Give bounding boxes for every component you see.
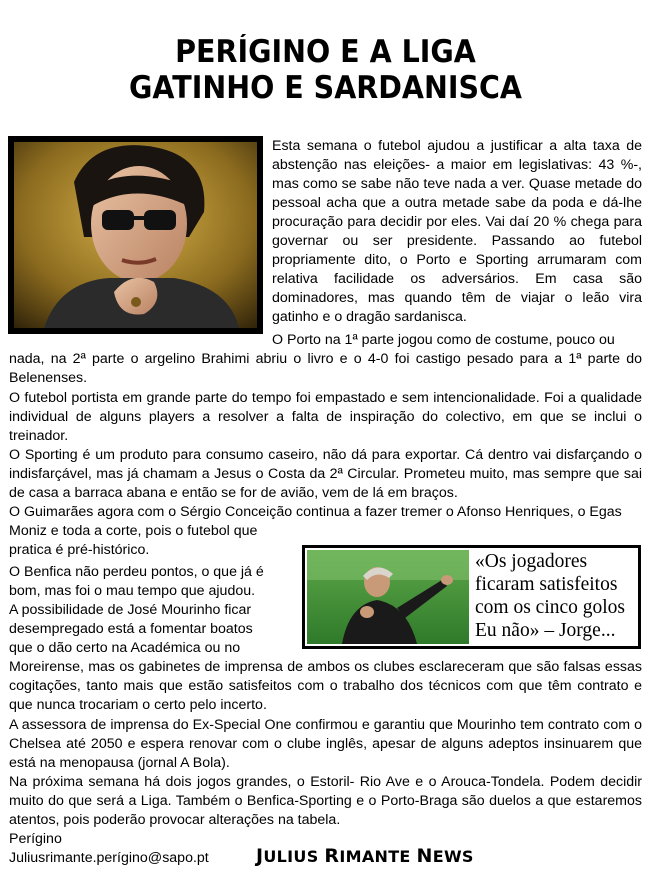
futebol-portista-paragraph: O futebol portista em grande parte do tempo foi empastado e sem intencionalidade. Foi a qualidade individual de alguns players a resolver a falta de inspiração do colectivo, em que se inclui o treinador. — [9, 390, 642, 444]
coach-photo — [307, 550, 469, 644]
portrait-illustration — [14, 142, 257, 328]
intro-paragraph: Esta semana o futebol ajudou a justificar a alta taxa de abstenção nas eleições- a maior em legislativas: 43 %-, mas como se sabe não teve nada a ver. Quase metade do pessoal acha que a outra metade sabe da poda e dá-lhe procuração para decidir por eles. Vai daí 20 % chega para governar ou ser presidente. Passando ao futebol propriamente dito, o Porto e Sporting arrumaram com relativa facilidade os adversários. Em casa são dominadores, mas quando têm de viajar o leão vira gatinho e o dragão sardanisca. — [272, 138, 642, 325]
benfica-line-2: bom, mas foi o mau tempo que ajudou. — [9, 583, 256, 599]
mourinho-line-2: desempregado está a fomentar boatos — [9, 621, 253, 637]
mourinho-line-3: que o dão certo na Académica ou no — [9, 640, 241, 656]
guimaraes-line-2: Moniz e toda a corte, pois o futebol que — [9, 523, 258, 539]
author-portrait-photo — [8, 136, 263, 334]
coach-illustration — [307, 550, 469, 644]
headline-line-2: GATINHO E SARDANISCA — [128, 70, 523, 106]
guimaraes-line-1: O Guimarães agora com o Sérgio Conceição continua a fazer tremer o Afonso Henriques, o Egas — [9, 504, 622, 520]
mourinho-line-1: A possibilidade de José Mourinho ficar — [9, 602, 252, 618]
signature-name: Perígino — [9, 831, 62, 847]
benfica-line-1: O Benfica não perdeu pontos, o que já é — [9, 564, 264, 580]
porto-paragraph: nada, na 2ª parte o argelino Brahimi abriu o livro e o 4-0 foi castigo pesado para a 1ª parte do Belenenses. — [9, 351, 642, 386]
proxima-semana-paragraph: Na próxima semana há dois jogos grandes, o Estoril- Rio Ave e o Arouca-Tondela. Podem decidir muito do que será a Liga. Também o Benfica-Sporting e o Porto-Braga são duelos a que estaremos atentos, pois poderão provocar alterações na tabela. — [9, 774, 642, 828]
mourinho-paragraph: Moreirense, mas os gabinetes de imprensa de ambos os clubes esclareceram que são falsas essas cogitações, tanto mais que estão satisfeitos com o trabalho dos técnicos com que têm contrato e que nunca trocariam o certo pelo incerto. — [9, 659, 642, 713]
quote-text: «Os jogadores ficaram satisfeitos com os cinco golos Eu não» – Jorge... — [475, 551, 626, 641]
porto-paragraph-first-line: O Porto na 1ª parte jogou como de costume, pouco ou — [272, 332, 615, 348]
brand-logo: JULIUS RIMANTE NEWS — [256, 845, 474, 867]
headline-line-1: PERÍGINO E A LIGA — [175, 34, 476, 70]
quote-box — [302, 545, 641, 649]
signature-email: Juliusrimante.perígino@sapo.pt — [9, 850, 209, 866]
guimaraes-line-3: pratica é pré-histórico. — [9, 542, 150, 558]
assessora-paragraph: A assessora de imprensa do Ex-Special One confirmou e garantiu que Mourinho tem contrato com o Chelsea até 2050 e espera renovar com o clube inglês, apesar de alguns adeptos insinuarem que está na menopausa (jornal A Bola). — [9, 717, 642, 771]
sporting-paragraph: O Sporting é um produto para consumo caseiro, não dá para exportar. Cá dentro vai disfarçando o indisfarçável, mas já chamam a Jesus o Costa da 2ª Circular. Prometeu muito, mas sempre que sai de casa a barraca abana e então se for de avião, vem de lá em braços. — [9, 447, 642, 501]
